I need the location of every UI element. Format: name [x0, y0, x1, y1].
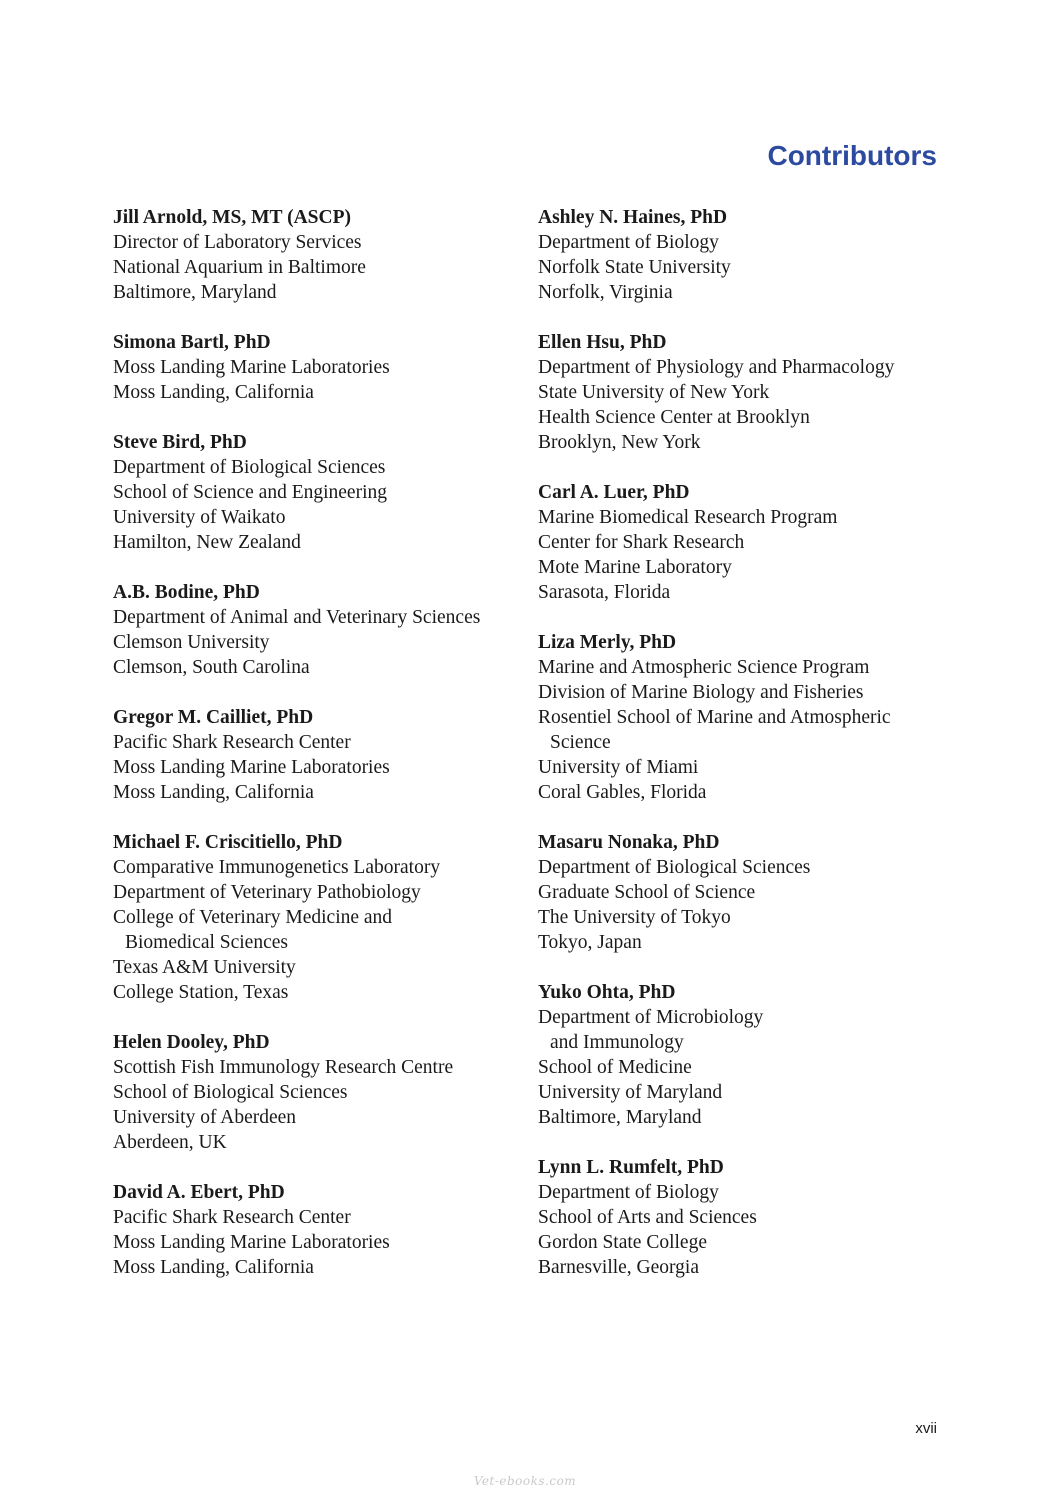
contributor-entry — [113, 430, 533, 555]
affiliation-line: University of Maryland — [538, 1082, 723, 1103]
contributor-entry — [538, 480, 938, 605]
contributor-entry — [113, 830, 533, 1005]
contributor-name: Steve Bird, PhD — [113, 432, 247, 453]
affiliation-line: The University of Tokyo — [538, 907, 731, 928]
contributor-entry — [538, 830, 938, 955]
affiliation-line: National Aquarium in Baltimore — [113, 257, 366, 278]
contributor-entry — [113, 205, 533, 305]
affiliation-line: Moss Landing, California — [113, 782, 314, 803]
affiliation-line: Science — [550, 732, 611, 753]
affiliation-line: School of Biological Sciences — [113, 1082, 348, 1103]
contributor-entry — [538, 205, 938, 305]
affiliation-line: Hamilton, New Zealand — [113, 532, 301, 553]
contributor-name: Helen Dooley, PhD — [113, 1032, 270, 1053]
affiliation-line: Coral Gables, Florida — [538, 782, 707, 803]
page-title: Contributors — [767, 140, 937, 171]
affiliation-line: Moss Landing, California — [113, 382, 314, 403]
contributor-name: Michael F. Criscitiello, PhD — [113, 832, 343, 853]
affiliation-line: University of Aberdeen — [113, 1107, 297, 1128]
affiliation-line: Center for Shark Research — [538, 532, 745, 553]
contributor-name: Ashley N. Haines, PhD — [538, 207, 728, 228]
affiliation-line: Department of Physiology and Pharmacology — [538, 357, 895, 378]
affiliation-line: Gordon State College — [538, 1232, 707, 1253]
affiliation-line: Tokyo, Japan — [538, 932, 642, 953]
contributor-entry — [113, 1180, 533, 1280]
affiliation-line: State University of New York — [538, 382, 770, 403]
affiliation-line: Department of Microbiology — [538, 1007, 764, 1028]
affiliation-line: Sarasota, Florida — [538, 582, 671, 603]
affiliation-line: Pacific Shark Research Center — [113, 732, 351, 753]
contributor-entry — [113, 580, 533, 680]
affiliation-line: Baltimore, Maryland — [538, 1107, 702, 1128]
contributor-entry — [113, 1030, 533, 1155]
affiliation-line: Department of Biology — [538, 232, 719, 253]
affiliation-line: Scottish Fish Immunology Research Centre — [113, 1057, 454, 1078]
contributor-entry — [113, 705, 533, 805]
contributor-name: Lynn L. Rumfelt, PhD — [538, 1157, 724, 1178]
affiliation-line: Moss Landing Marine Laboratories — [113, 357, 390, 378]
affiliation-line: Norfolk, Virginia — [538, 282, 673, 303]
contributor-name: David A. Ebert, PhD — [113, 1182, 285, 1203]
affiliation-line: Department of Biological Sciences — [113, 457, 386, 478]
affiliation-line: Mote Marine Laboratory — [538, 557, 732, 578]
affiliation-line: College of Veterinary Medicine and — [113, 907, 393, 928]
contributor-entry — [113, 330, 533, 405]
affiliation-line: Division of Marine Biology and Fisheries — [538, 682, 864, 703]
affiliation-line: Pacific Shark Research Center — [113, 1207, 351, 1228]
affiliation-line: School of Medicine — [538, 1057, 692, 1078]
contributors-left-column — [113, 205, 533, 1305]
watermark-logo: Vet-ebooks.com — [473, 1474, 577, 1488]
affiliation-line: Department of Veterinary Pathobiology — [113, 882, 421, 903]
contributor-name: A.B. Bodine, PhD — [113, 582, 260, 603]
contributor-name: Jill Arnold, MS, MT (ASCP) — [113, 207, 351, 228]
contributor-name: Carl A. Luer, PhD — [538, 482, 690, 503]
affiliation-line: University of Miami — [538, 757, 699, 778]
affiliation-line: Rosentiel School of Marine and Atmospheric — [538, 707, 891, 728]
affiliation-line: Department of Biology — [538, 1182, 719, 1203]
affiliation-line: University of Waikato — [113, 507, 286, 528]
contributor-name: Masaru Nonaka, PhD — [538, 832, 720, 853]
affiliation-line: Marine and Atmospheric Science Program — [538, 657, 870, 678]
contributor-entry — [538, 1155, 938, 1280]
affiliation-line: Marine Biomedical Research Program — [538, 507, 838, 528]
affiliation-line: Comparative Immunogenetics Laboratory — [113, 857, 441, 878]
contributor-name: Gregor M. Cailliet, PhD — [113, 707, 314, 728]
affiliation-line: Baltimore, Maryland — [113, 282, 277, 303]
affiliation-line: Moss Landing, California — [113, 1257, 314, 1278]
affiliation-line: Moss Landing Marine Laboratories — [113, 1232, 390, 1253]
affiliation-line: Brooklyn, New York — [538, 432, 701, 453]
affiliation-line: Texas A&M University — [113, 957, 296, 978]
affiliation-line: School of Science and Engineering — [113, 482, 387, 503]
affiliation-line: Graduate School of Science — [538, 882, 756, 903]
contributors-right-column — [538, 205, 938, 1305]
contributor-name: Yuko Ohta, PhD — [538, 982, 676, 1003]
affiliation-line: Norfolk State University — [538, 257, 731, 278]
affiliation-line: School of Arts and Sciences — [538, 1207, 757, 1228]
contributor-entry — [538, 980, 938, 1130]
affiliation-line: Clemson, South Carolina — [113, 657, 310, 678]
contributor-name: Ellen Hsu, PhD — [538, 332, 667, 353]
contributor-name: Simona Bartl, PhD — [113, 332, 271, 353]
contributor-name: Liza Merly, PhD — [538, 632, 677, 653]
affiliation-line: Aberdeen, UK — [113, 1132, 227, 1153]
page-number: xvii — [915, 1420, 937, 1437]
affiliation-line: Department of Biological Sciences — [538, 857, 811, 878]
contributor-entry — [538, 330, 938, 455]
contributor-entry — [538, 630, 938, 805]
affiliation-line: Health Science Center at Brooklyn — [538, 407, 810, 428]
affiliation-line: Director of Laboratory Services — [113, 232, 362, 253]
affiliation-line: and Immunology — [550, 1032, 684, 1053]
affiliation-line: Clemson University — [113, 632, 270, 653]
affiliation-line: Biomedical Sciences — [125, 932, 288, 953]
affiliation-line: Barnesville, Georgia — [538, 1257, 700, 1278]
affiliation-line: Moss Landing Marine Laboratories — [113, 757, 390, 778]
affiliation-line: College Station, Texas — [113, 982, 289, 1003]
affiliation-line: Department of Animal and Veterinary Sciences — [113, 607, 481, 628]
